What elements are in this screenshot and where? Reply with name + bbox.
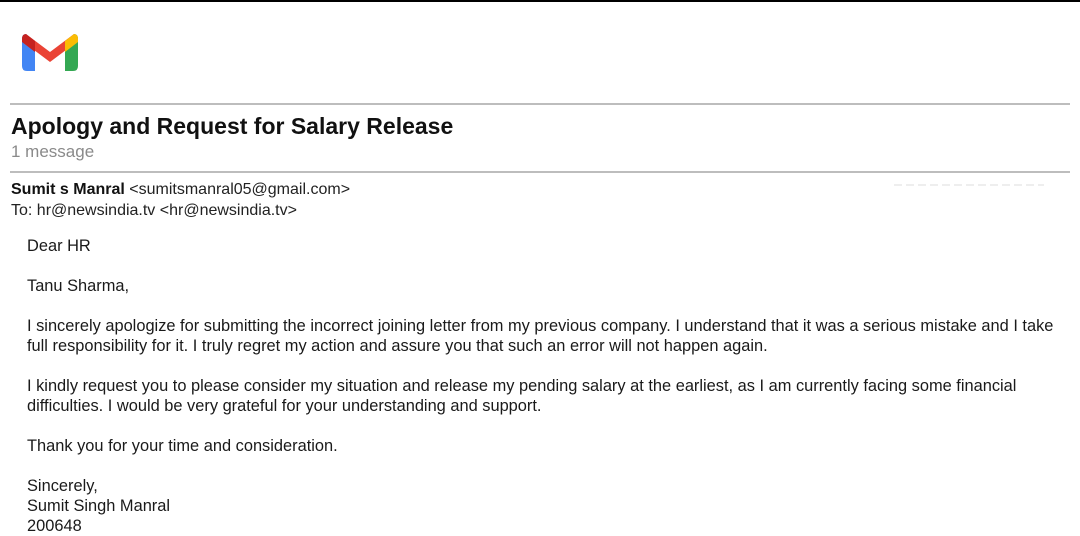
addressee: Tanu Sharma, <box>27 277 130 295</box>
sender-email: <sumitsmanral05@gmail.com> <box>129 181 351 198</box>
recipient-line: To: hr@newsindia.tv <hr@newsindia.tv> <box>11 202 297 219</box>
message-count: 1 message <box>11 142 95 161</box>
email-body <box>27 236 1072 536</box>
closing: Sincerely, <box>27 477 98 495</box>
faded-date-area <box>894 184 1044 186</box>
email-subject: Apology and Request for Salary Release <box>11 113 454 139</box>
thread-divider <box>10 171 1070 173</box>
signature-name: Sumit Singh Manral <box>27 497 171 515</box>
thanks-paragraph: Thank you for your time and consideration. <box>27 437 338 455</box>
gmail-logo-icon <box>22 30 78 72</box>
sender-name: Sumit s Manral <box>11 181 125 198</box>
sender-line <box>11 181 350 199</box>
window-top-edge <box>0 0 1080 2</box>
header-divider <box>10 103 1070 105</box>
signature-id: 200648 <box>27 517 82 535</box>
greeting: Dear HR <box>27 237 91 255</box>
request-paragraph: I kindly request you to please consider my situation and release my pending salary at the earliest, as I am currently facing some financial difficulties. I would be very grateful for your understanding and support. <box>27 377 1017 415</box>
apology-paragraph: I sincerely apologize for submitting the incorrect joining letter from my previous company. I understand that it was a serious mistake and I take full responsibility for it. I truly regret my action and assure you that such an error will not happen again. <box>27 317 1054 355</box>
